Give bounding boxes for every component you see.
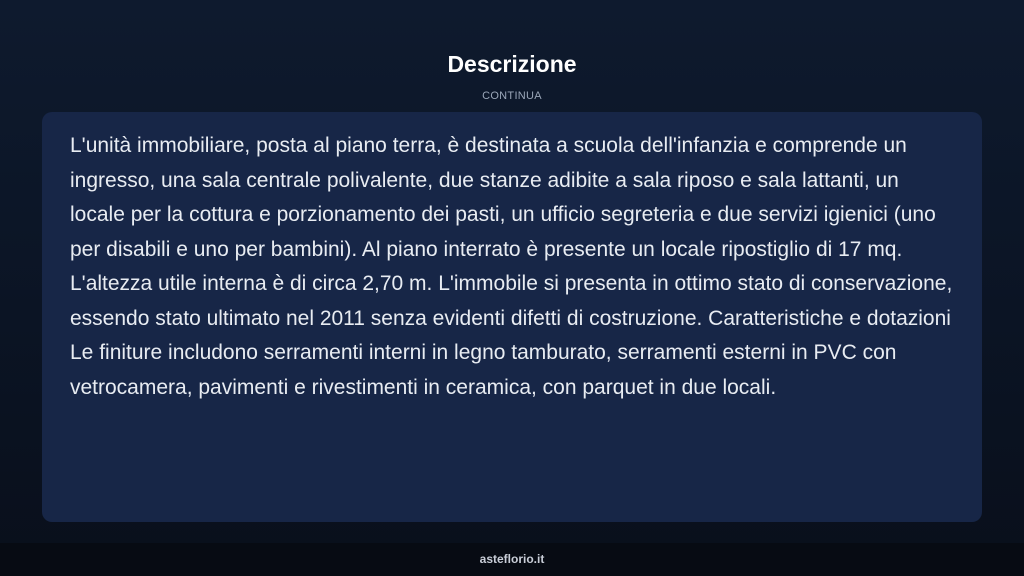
- description-card: [42, 112, 982, 522]
- page-subtitle: CONTINUA: [482, 90, 542, 102]
- footer-bar: [0, 543, 1024, 576]
- page-title: Descrizione: [447, 51, 577, 77]
- footer-brand: asteflorio.it: [479, 552, 545, 566]
- description-text: L'unità immobiliare, posta al piano terra, è destinata a scuola dell'infanzia e comprende un ingresso, una sala centrale polivalente, due stanze adibite a sala riposo e sala lattanti, un locale per la cottura e porzionamento dei pasti, un ufficio segreteria e due servizi igienici (uno per disabili e uno per bambini). Al piano interrato è presente un locale ripostiglio di 17 mq. L'altezza utile interna è di circa 2,70 m. L'immobile si presenta in ottimo stato di conservazione, essendo stato ultimato nel 2011 senza evidenti difetti di costruzione. Caratteristiche e dotazioni Le finiture includono serramenti interni in legno tamburato, serramenti esterni in PVC con vetrocamera, pavimenti e rivestimenti in ceramica, con parquet in due locali.: [70, 134, 953, 399]
